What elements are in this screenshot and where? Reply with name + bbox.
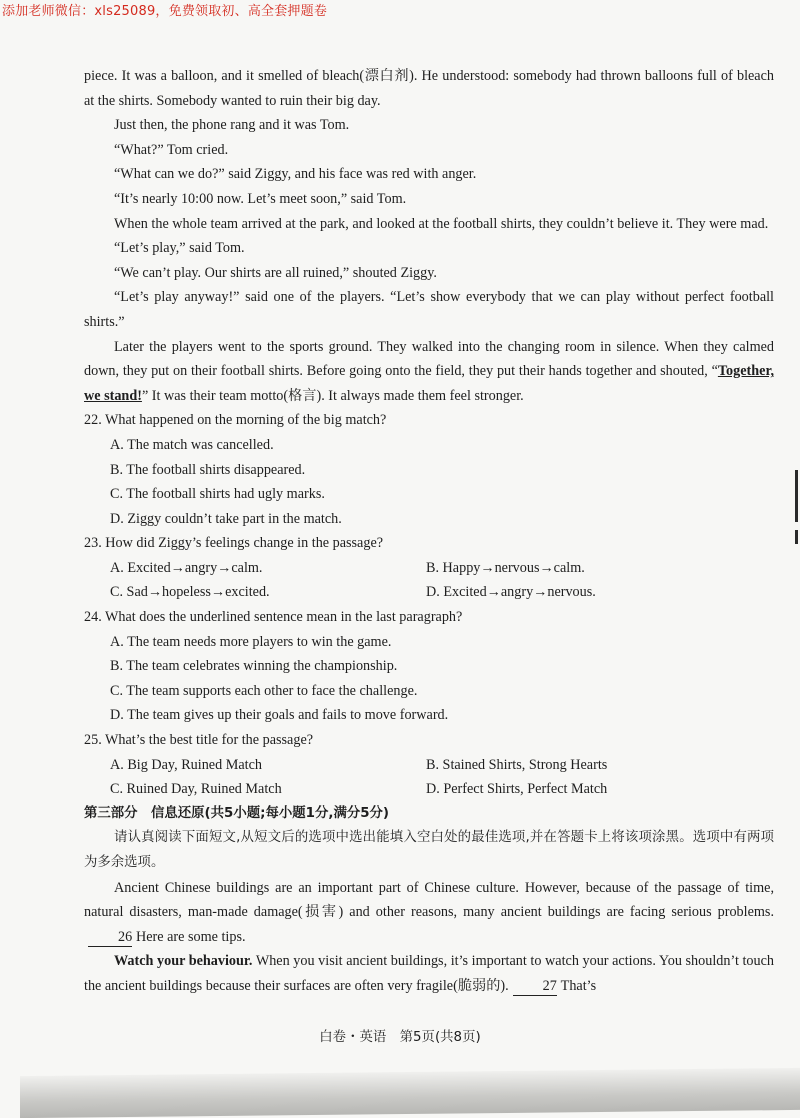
bold-heading: Watch your behaviour.	[114, 953, 253, 970]
blank-26: 26	[88, 928, 132, 947]
question-24	[84, 605, 774, 728]
option: D. Ziggy couldn’t take part in the match.	[110, 510, 342, 527]
text-span: Later the players went to the sports ground. They walked into the changing room in silence. When they calmed down, they put on their football shirts. Before going onto the field, they put their hands together and shouted, “	[84, 338, 774, 380]
option: B. The team celebrates winning the championship.	[110, 658, 398, 675]
option: B. Stained Shirts, Strong Hearts	[426, 756, 608, 773]
passage-paragraph: “We can’t play. Our shirts are all ruined,” shouted Ziggy.	[114, 264, 437, 281]
passage-paragraph: “It’s nearly 10:00 now. Let’s meet soon,” said Tom.	[114, 190, 407, 207]
underlined-sentence: Together, we stand!	[84, 363, 774, 404]
passage-paragraph: “What can we do?” said Ziggy, and his face was red with anger.	[114, 166, 477, 183]
question-stem: 22. What happened on the morning of the big match?	[84, 412, 387, 429]
question-25	[84, 728, 774, 802]
passage-paragraph	[84, 335, 774, 409]
document-page	[84, 64, 774, 999]
question-stem: 24. What does the underlined sentence mean in the last paragraph?	[84, 609, 463, 626]
question-23	[84, 531, 774, 605]
option: A. The team needs more players to win the game.	[110, 633, 392, 650]
text-span: ” It was their team motto(格言). It always made them feel stronger.	[141, 387, 524, 404]
passage-paragraph: Just then, the phone rang and it was Tom.	[114, 117, 350, 134]
passage-paragraph: “Let’s play,” said Tom.	[114, 240, 245, 257]
option: C. The football shirts had ugly marks.	[110, 486, 325, 503]
scan-edge-mark	[795, 470, 798, 522]
question-22	[84, 408, 774, 531]
passage-paragraph: When the whole team arrived at the park, and looked at the football shirts, they couldn’t believe it. They were mad.	[114, 215, 769, 232]
watermark: 添加老师微信：xls25089，免费领取初、高全套押题卷	[2, 4, 328, 19]
page-footer: 白卷・英语 第5页(共8页)	[319, 1030, 481, 1045]
text-span: That’s	[560, 977, 597, 994]
question-stem: 23. How did Ziggy’s feelings change in the passage?	[84, 535, 384, 552]
scan-edge-mark	[795, 530, 798, 544]
option: A. Excited→angry→calm.	[110, 559, 263, 576]
option: C. The team supports each other to face the challenge.	[110, 682, 418, 699]
option: B. Happy→nervous→calm.	[426, 559, 585, 576]
text-span: Ancient Chinese buildings are an important part of Chinese culture. However, because of the passage of time, natural disasters, man-made damage(损害) and other reasons, many ancient buildings are facing serious problems.	[84, 879, 774, 921]
passage-paragraph: “Let’s play anyway!” said one of the players. “Let’s show everybody that we can play without perfect football shirts.”	[84, 289, 774, 330]
option: D. The team gives up their goals and fails to move forward.	[110, 707, 449, 724]
question-stem: 25. What’s the best title for the passage?	[84, 732, 314, 749]
text-span: When you visit ancient buildings, it’s important to watch your actions. You shouldn’t touch the ancient buildings because their surfaces are often very fragile(脆弱的).	[84, 953, 774, 994]
passage-paragraph	[84, 949, 774, 998]
section-instruction: 请认真阅读下面短文,从短文后的选项中选出能填入空白处的最佳选项,并在答题卡上将该项涂黑。选项中有两项为多余选项。	[84, 830, 774, 870]
passage-paragraph: “What?” Tom cried.	[114, 141, 229, 158]
passage-paragraph: piece. It was a balloon, and it smelled of bleach(漂白剂). He understood: somebody had thrown balloons full of bleach at the shirts. Somebody wanted to ruin their big day.	[84, 68, 774, 109]
option: A. The match was cancelled.	[110, 436, 274, 453]
section-heading: 第三部分 信息还原(共5小题;每小题1分,满分5分)	[84, 805, 390, 821]
option: D. Excited→angry→nervous.	[426, 584, 596, 601]
option: D. Perfect Shirts, Perfect Match	[426, 781, 608, 798]
option: A. Big Day, Ruined Match	[110, 756, 262, 773]
option: C. Sad→hopeless→excited.	[110, 584, 270, 601]
option: C. Ruined Day, Ruined Match	[110, 781, 282, 798]
blank-27: 27	[513, 977, 557, 996]
scan-shadow	[20, 1068, 800, 1118]
text-span: Here are some tips.	[136, 928, 246, 945]
passage-paragraph	[84, 876, 774, 950]
option: B. The football shirts disappeared.	[110, 461, 306, 478]
